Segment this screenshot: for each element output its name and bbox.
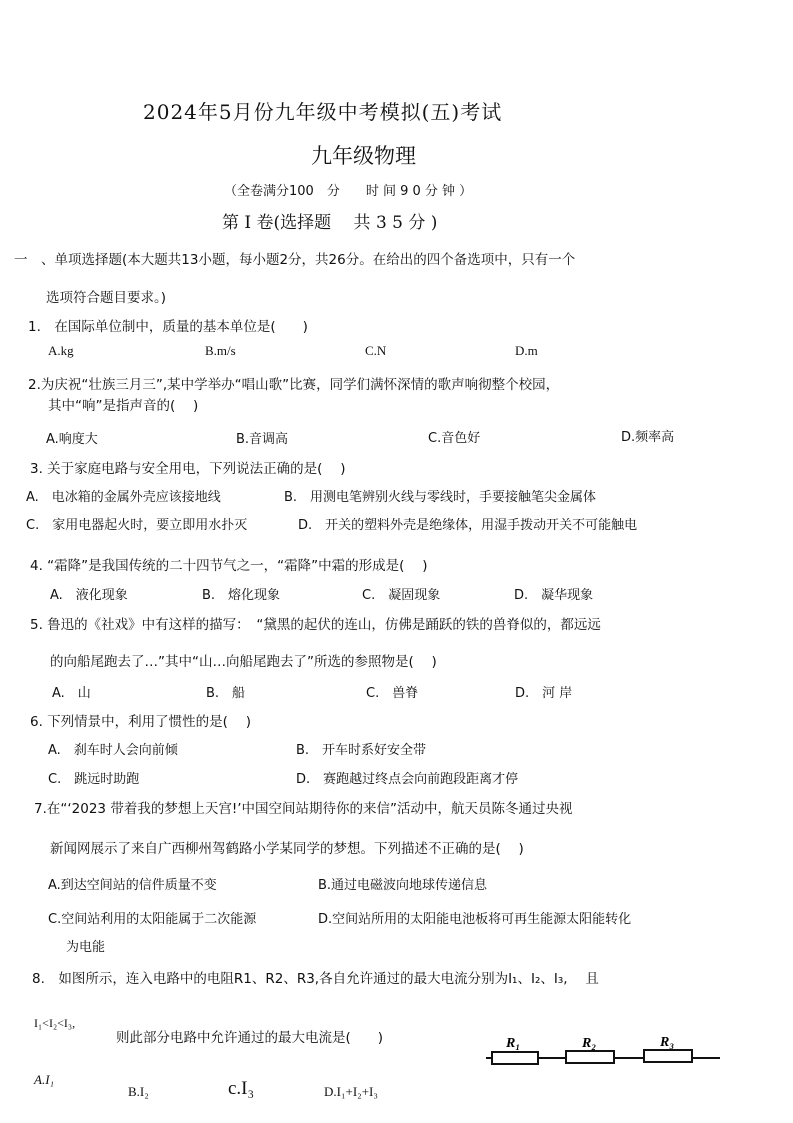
exam-info: （全卷满分100 分 时 间 9 0 分 钟 ） [224, 184, 473, 199]
q8-option-c: c.I₃ [228, 1078, 255, 1099]
r2-label: R₂ [582, 1036, 597, 1051]
q8-option-d: D.I₁+I₂+I₃ [324, 1084, 378, 1099]
exam-title: 2024年5月份九年级中考模拟(五)考试 [143, 100, 503, 124]
q5-option-a: A. 山 [52, 686, 91, 701]
q1-option-c: C.N [365, 343, 387, 358]
q6-option-a: A. 刹车时人会向前倾 [48, 743, 178, 758]
q8-circuit-figure [484, 1030, 734, 1074]
q8-option-b: B.I₂ [128, 1084, 149, 1099]
q4-stem: 4. “霜降”是我国传统的二十四节气之一，“霜降”中霜的形成是( ) [30, 558, 428, 574]
r1-label: R₁ [506, 1036, 521, 1051]
q2-option-b: B.音调高 [236, 432, 289, 447]
q5-option-b: B. 船 [206, 686, 246, 701]
instructions-line-2: 选项符合题目要求。) [46, 290, 167, 306]
q3-stem: 3. 关于家庭电路与安全用电，下列说法正确的是( ) [30, 461, 346, 477]
q8-stem-line-1: 8. 如图所示，连入电路中的电阻R1、R2、R3,各自允许通过的最大电流分别为I₁、I₂、I₃, 且 [32, 971, 599, 987]
q7-stem-line-1: 7.在“‘2023 带着我的梦想上天宫!’中国空间站期待你的来信”活动中，航天员陈冬通过央视 [34, 801, 573, 817]
instructions-line-1: 一 、单项选择题(本大题共13小题，每小题2分，共26分。在给出的四个备选项中，只有一个 [14, 252, 576, 268]
q1-option-a: A.kg [48, 343, 74, 358]
q6-option-b: B. 开车时系好安全带 [296, 743, 427, 758]
r3-label: R₃ [660, 1035, 675, 1050]
q7-option-a: A.到达空间站的信件质量不变 [48, 878, 217, 893]
q2-stem-line-1: 2.为庆祝“壮族三月三”,某中学举办“唱山歌”比赛，同学们满怀深情的歌声响彻整个校园， [28, 377, 560, 393]
q1-stem: 1. 在国际单位制中，质量的基本单位是( ) [28, 319, 308, 335]
q8-stem-line-2: 则此部分电路中允许通过的最大电流是( ) [116, 1030, 384, 1046]
q3-option-b: B. 用测电笔辨别火线与零线时，手要接触笔尖金属体 [284, 490, 597, 505]
q6-option-d: D. 赛跑越过终点会向前跑段距离才停 [296, 772, 519, 787]
q7-option-d-line-2: 为电能 [66, 940, 106, 955]
q3-option-a: A. 电冰箱的金属外壳应该接地线 [26, 490, 221, 505]
q7-stem-line-2: 新闻网展示了来自广西柳州驾鹤路小学某同学的梦想。下列描述不正确的是( ) [50, 841, 524, 857]
q1-option-b: B.m/s [205, 343, 236, 358]
q2-option-c: C.音色好 [428, 431, 481, 446]
q6-stem: 6. 下列情景中，利用了惯性的是( ) [30, 714, 251, 730]
q5-stem-line-1: 5. 鲁迅的《社戏》中有这样的描写： “黛黑的起伏的连山，仿佛是踊跃的铁的兽脊似的，都远远 [30, 617, 601, 633]
q2-option-d: D.频率高 [621, 430, 675, 445]
resistor-r1 [492, 1052, 538, 1064]
q5-stem-line-2: 的向船尾跑去了…”其中“山…向船尾跑去了”所选的参照物是( ) [50, 654, 437, 670]
q4-option-c: C. 凝固现象 [362, 588, 441, 603]
q4-option-b: B. 熔化现象 [202, 588, 281, 603]
q8-condition: I₁<I₂<I₃, [34, 1016, 76, 1030]
q7-option-b: B.通过电磁波向地球传递信息 [318, 878, 488, 893]
q5-option-d: D. 河 岸 [515, 686, 573, 701]
q4-option-a: A. 液化现象 [50, 588, 128, 603]
q6-option-c: C. 跳远时助跑 [48, 772, 140, 787]
q8-option-a: A.I₁ [34, 1072, 55, 1087]
q1-option-d: D.m [515, 343, 538, 358]
q3-option-c: C. 家用电器起火时，要立即用水扑灭 [26, 518, 248, 533]
q7-option-c: C.空间站利用的太阳能属于二次能源 [48, 912, 257, 927]
section-heading: 第 I 卷(选择题 共 3 5 分 ) [222, 213, 438, 233]
resistor-r2 [566, 1051, 614, 1063]
q5-option-c: C. 兽脊 [366, 686, 419, 701]
page-subtitle: 九年级物理 [311, 144, 416, 168]
q7-option-d-line-1: D.空间站所用的太阳能电池板将可再生能源太阳能转化 [318, 912, 632, 927]
resistor-r3 [644, 1050, 692, 1062]
q2-option-a: A.响度大 [46, 432, 98, 447]
q4-option-d: D. 凝华现象 [514, 588, 594, 603]
q3-option-d: D. 开关的塑料外壳是绝缘体，用湿手拨动开关不可能触电 [298, 518, 638, 533]
q2-stem-line-2: 其中“响”是指声音的( ) [48, 398, 199, 414]
